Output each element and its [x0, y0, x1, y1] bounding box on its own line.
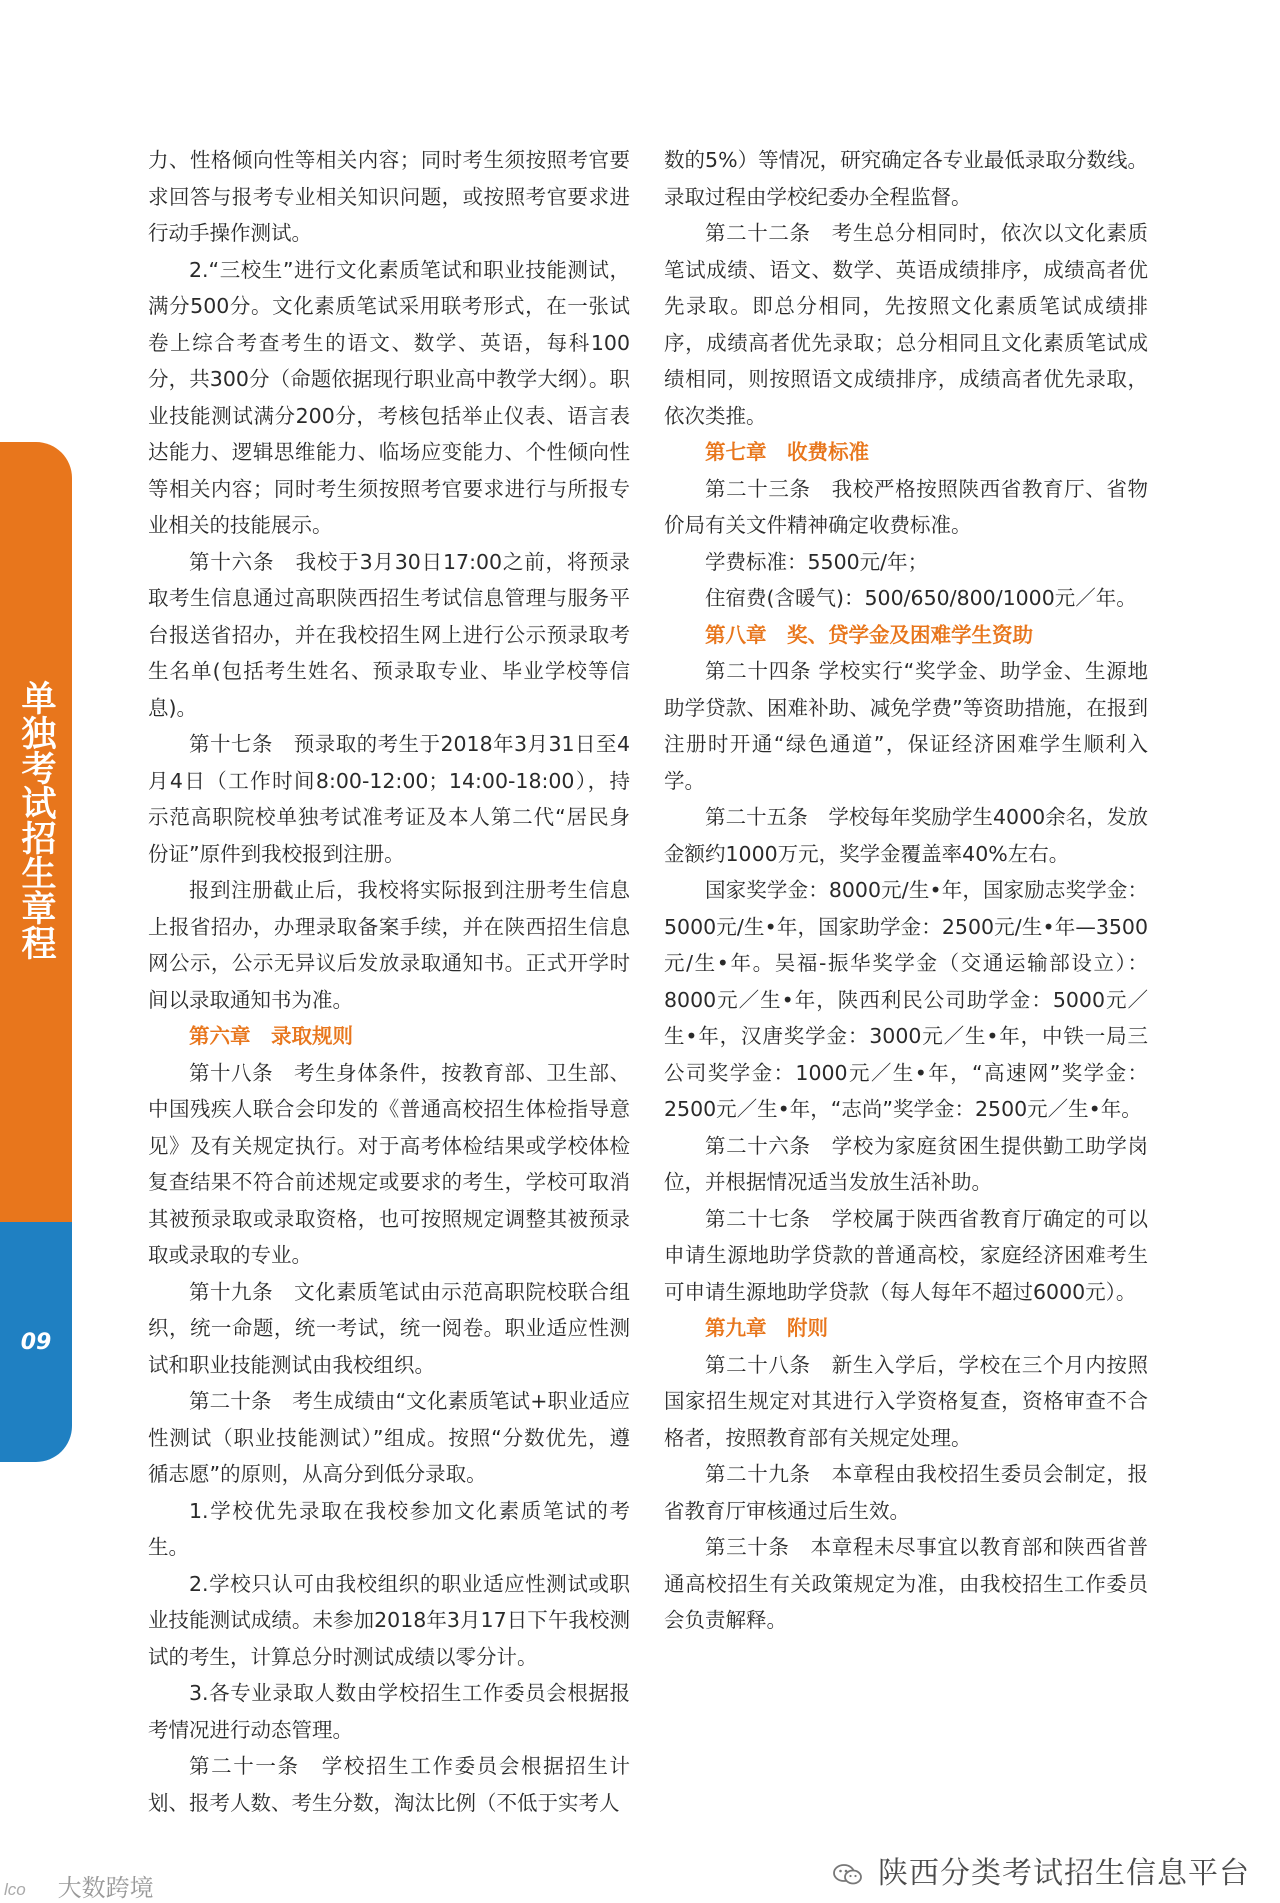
paragraph: 学费标准：5500元/年；	[705, 549, 929, 574]
paragraph: 第二十条 考生成绩由“文化素质笔试+职业适应性测试（职业技能测试）”组成。按照“分数优先，遵循志愿”的原则，从高分到低分录取。	[148, 1389, 630, 1486]
page-number: 09	[20, 1330, 52, 1355]
left-column	[148, 142, 630, 1821]
footer-brand-name: 大数跨境	[57, 1874, 154, 1902]
paragraph: 力、性格倾向性等相关内容；同时考生须按照考官要求回答与报考专业相关知识问题，或按照考官要求进行动手操作测试。	[148, 148, 630, 245]
paragraph: 第二十六条 学校为家庭贫困生提供勤工助学岗位，并根据情况适当发放生活补助。	[664, 1133, 1148, 1194]
paragraph: 第三十条 本章程未尽事宜以教育部和陕西省普通高校招生有关政策规定为准，由我校招生工作委员会负责解释。	[664, 1535, 1148, 1632]
right-column	[664, 142, 1148, 1639]
paragraph: 国家奖学金：8000元/生•年，国家励志奖学金：5000元/生•年，国家助学金：2500元/生•年—3500元/生•年。吴福-振华奖学金（交通运输部设立）：8000元／生•年，陕西利民公司助学金：5000元／生•年，汉唐奖学金：3000元／生•年，中铁一局三公司奖学金：1000元／生•年，“高速网”奖学金：2500元／生•年，“志尚”奖学金：2500元／生•年。	[664, 878, 1148, 1121]
paragraph: 第二十五条 学校每年奖励学生4000余名，发放金额约1000万元，奖学金覆盖率40%左右。	[664, 805, 1148, 866]
paragraph: 第十六条 我校于3月30日17:00之前，将预录取考生信息通过高职陕西招生考试信息管理与服务平台报送省招办，并在我校招生网上进行公示预录取考生名单(包括考生姓名、预录取专业、毕业学校等信息)。	[148, 549, 630, 720]
chapter-heading: 第九章 附则	[705, 1316, 828, 1340]
paragraph: 第二十三条 我校严格按照陕西省教育厅、省物价局有关文件精神确定收费标准。	[664, 476, 1148, 537]
footer-platform	[833, 1848, 1250, 1892]
paragraph: 第二十八条 新生入学后，学校在三个月内按照国家招生规定对其进行入学资格复查，资格审查不合格者，按照教育部有关规定处理。	[664, 1352, 1148, 1450]
footer-brand	[4, 1868, 154, 1903]
paragraph: 第十八条 考生身体条件，按教育部、卫生部、中国残疾人联合会印发的《普通高校招生体检指导意见》及有关规定执行。对于高考体检结果或学校体检复查结果不符合前述规定或要求的考生，学校可取消其被预录取或录取资格，也可按照规定调整其被预录取或录取的专业。	[148, 1060, 630, 1267]
paragraph: 第二十九条 本章程由我校招生委员会制定，报省教育厅审核通过后生效。	[664, 1462, 1148, 1523]
chapter-heading: 第六章 录取规则	[189, 1024, 353, 1048]
paragraph: 2.“三校生”进行文化素质笔试和职业技能测试，满分500分。文化素质笔试采用联考形式，在一张试卷上综合考查考生的语文、数学、英语，每科100分，共300分（命题依据现行职业高中教学大纲）。职业技能测试满分200分，考核包括举止仪表、语言表达能力、逻辑思维能力、临场应变能力、个性倾向性等相关内容；同时考生须按照考官要求进行与所报专业相关的技能展示。	[148, 257, 630, 537]
svg-text:lco: lco	[4, 1880, 26, 1899]
wechat-icon	[833, 1863, 863, 1887]
paragraph: 第十七条 预录取的考生于2018年3月31日至4月4日（工作时间8:00-12:00；14:00-18:00），持示范高职院校单独考试准考证及本人第二代“居民身份证”原件到我校报到注册。	[148, 732, 630, 866]
paragraph: 1.学校优先录取在我校参加文化素质笔试的考生。	[148, 1498, 630, 1559]
paragraph: 3.各专业录取人数由学校招生工作委员会根据报考情况进行动态管理。	[148, 1681, 630, 1742]
paragraph: 第二十四条 学校实行“奖学金、助学金、生源地助学贷款、困难补助、减免学费”等资助措施，在报到注册时开通“绿色通道”，保证经济困难学生顺利入学。	[664, 659, 1148, 793]
paragraph: 第二十七条 学校属于陕西省教育厅确定的可以申请生源地助学贷款的普通高校，家庭经济困难考生可申请生源地助学贷款（每人每年不超过6000元）。	[664, 1206, 1148, 1304]
chapter-heading: 第七章 收费标准	[705, 440, 869, 464]
paragraph: 第十九条 文化素质笔试由示范高职院校联合组织，统一命题，统一考试，统一阅卷。职业适应性测试和职业技能测试由我校组织。	[148, 1279, 630, 1377]
footer-platform-name: 陕西分类考试招生信息平台	[878, 1856, 1250, 1891]
brand-logo	[4, 1877, 44, 1901]
paragraph: 报到注册截止后，我校将实际报到注册考生信息上报省招办，办理录取备案手续，并在陕西招生信息网公示，公示无异议后发放录取通知书。正式开学时间以录取通知书为准。	[148, 878, 630, 1012]
paragraph: 住宿费(含暖气)：500/650/800/1000元／年。	[705, 586, 1137, 610]
paragraph: 2.学校只认可由我校组织的职业适应性测试或职业技能测试成绩。未参加2018年3月17日下午我校测试的考生，计算总分时测试成绩以零分计。	[148, 1571, 630, 1669]
paragraph: 第二十一条 学校招生工作委员会根据招生计划、报考人数、考生分数，淘汰比例（不低于实考人	[148, 1754, 630, 1815]
chapter-heading: 第八章 奖、贷学金及困难学生资助	[705, 622, 1033, 647]
paragraph: 第二十二条 考生总分相同时，依次以文化素质笔试成绩、语文、数学、英语成绩排序，成绩高者优先录取。即总分相同，先按照文化素质笔试成绩排序，成绩高者优先录取；总分相同且文化素质笔试成绩相同，则按照语文成绩排序，成绩高者优先录取，依次类推。	[664, 221, 1148, 428]
side-title: 单独考试招生章程	[16, 680, 57, 960]
paragraph: 数的5%）等情况，研究确定各专业最低录取分数线。录取过程由学校纪委办全程监督。	[664, 148, 1148, 209]
